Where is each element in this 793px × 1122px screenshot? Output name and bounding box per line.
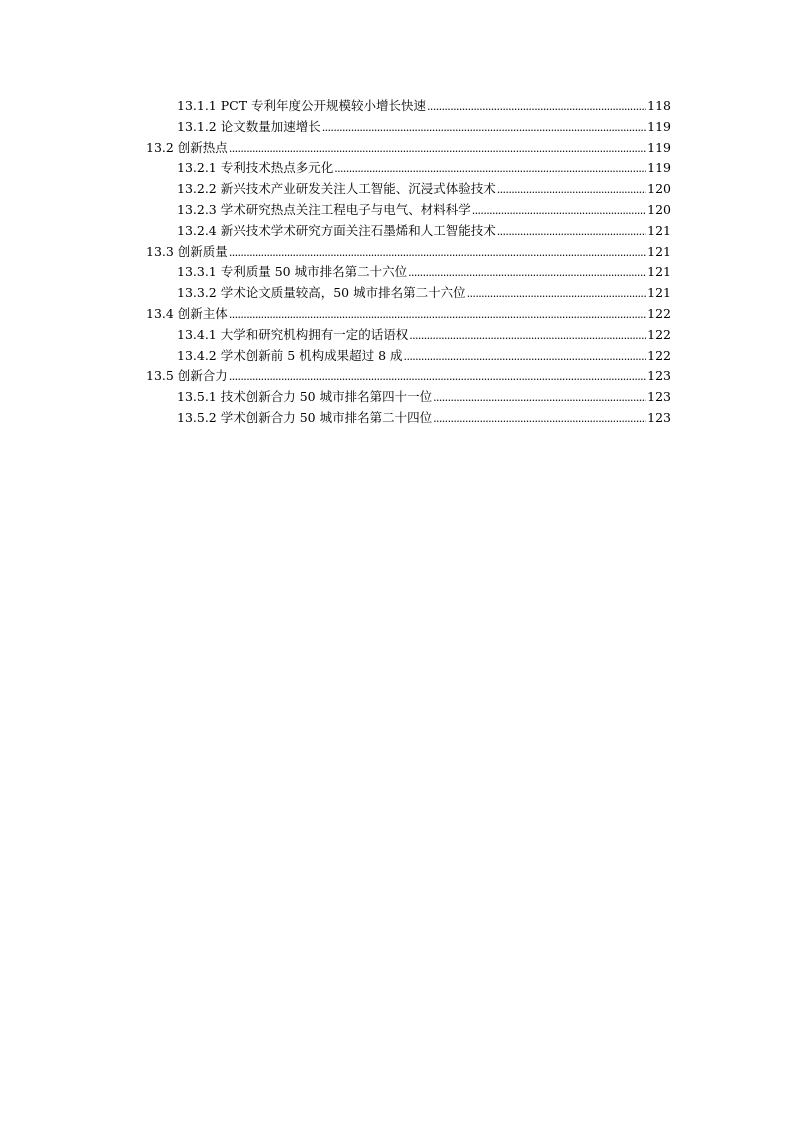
- toc-entry-label: 13.1.2 论文数量加速增长: [177, 117, 322, 138]
- toc-page-number: 123: [646, 408, 671, 429]
- toc-entry-13-5[interactable]: [0, 366, 793, 387]
- toc-entry-13-2-2[interactable]: [0, 179, 793, 200]
- toc-page-number: 120: [646, 200, 671, 221]
- toc-entry-label: 13.5 创新合力: [146, 366, 229, 387]
- dot-leader: [229, 243, 646, 264]
- toc-entry-label: 13.4.1 大学和研究机构拥有一定的话语权: [177, 325, 409, 346]
- toc-entry-13-5-1[interactable]: [0, 387, 793, 408]
- toc-page-number: 123: [646, 366, 671, 387]
- toc-entry-label: 13.4.2 学术创新前 5 机构成果超过 8 成: [177, 346, 404, 367]
- toc-page-number: 122: [646, 346, 671, 367]
- dot-leader: [497, 222, 646, 243]
- toc-page-number: 119: [646, 158, 671, 179]
- dot-leader: [409, 326, 646, 347]
- toc-page-number: 121: [646, 242, 671, 263]
- toc-entry-13-5-2[interactable]: [0, 408, 793, 429]
- dot-leader: [467, 284, 647, 305]
- dot-leader: [229, 367, 646, 388]
- toc-page-number: 121: [646, 262, 671, 283]
- toc-entry-13-2-1[interactable]: [0, 158, 793, 179]
- toc-entry-label: 13.3.2 学术论文质量较高，50 城市排名第二十六位: [177, 283, 467, 304]
- toc-entry-13-1-2[interactable]: [0, 117, 793, 138]
- toc-entry-13-3[interactable]: [0, 242, 793, 263]
- toc-entry-label: 13.2.2 新兴技术产业研发关注人工智能、沉浸式体验技术: [177, 179, 497, 200]
- toc-page-number: 121: [646, 283, 671, 304]
- toc-entry-13-2-3[interactable]: [0, 200, 793, 221]
- toc-entry-13-2[interactable]: [0, 138, 793, 159]
- toc-entry-13-1-1[interactable]: [0, 96, 793, 117]
- toc-page-number: 119: [646, 117, 671, 138]
- toc-entry-label: 13.3.1 专利质量 50 城市排名第二十六位: [177, 262, 408, 283]
- toc-entry-label: 13.2.1 专利技术热点多元化: [177, 158, 334, 179]
- toc-entry-label: 13.2 创新热点: [146, 138, 229, 159]
- toc-entry-13-4[interactable]: [0, 304, 793, 325]
- toc-page-number: 121: [646, 221, 671, 242]
- toc-entry-13-4-2[interactable]: [0, 346, 793, 367]
- dot-leader: [497, 180, 646, 201]
- toc-page-number: 122: [646, 325, 671, 346]
- dot-leader: [229, 139, 646, 160]
- toc-entry-label: 13.5.2 学术创新合力 50 城市排名第二十四位: [177, 408, 433, 429]
- dot-leader: [427, 97, 646, 118]
- toc-entry-13-4-1[interactable]: [0, 325, 793, 346]
- dot-leader: [334, 159, 646, 180]
- dot-leader: [322, 118, 646, 139]
- toc-entry-label: 13.2.4 新兴技术学术研究方面关注石墨烯和人工智能技术: [177, 221, 497, 242]
- toc-entry-label: 13.4 创新主体: [146, 304, 229, 325]
- toc-entry-13-2-4[interactable]: [0, 221, 793, 242]
- toc-entry-label: 13.3 创新质量: [146, 242, 229, 263]
- dot-leader: [404, 347, 647, 368]
- toc-page-number: 122: [646, 304, 671, 325]
- toc-page-number: 120: [646, 179, 671, 200]
- dot-leader: [229, 305, 646, 326]
- dot-leader: [433, 388, 646, 409]
- toc-entry-label: 13.1.1 PCT 专利年度公开规模较小增长快速: [177, 96, 427, 117]
- dot-leader: [433, 409, 646, 430]
- toc-entry-13-3-2[interactable]: [0, 283, 793, 304]
- toc-page-number: 123: [646, 387, 671, 408]
- dot-leader: [472, 201, 646, 222]
- table-of-contents: [0, 96, 793, 429]
- toc-page-number: 119: [646, 138, 671, 159]
- dot-leader: [408, 263, 646, 284]
- toc-entry-label: 13.5.1 技术创新合力 50 城市排名第四十一位: [177, 387, 433, 408]
- toc-page-number: 118: [646, 96, 671, 117]
- toc-entry-13-3-1[interactable]: [0, 262, 793, 283]
- toc-entry-label: 13.2.3 学术研究热点关注工程电子与电气、材料科学: [177, 200, 472, 221]
